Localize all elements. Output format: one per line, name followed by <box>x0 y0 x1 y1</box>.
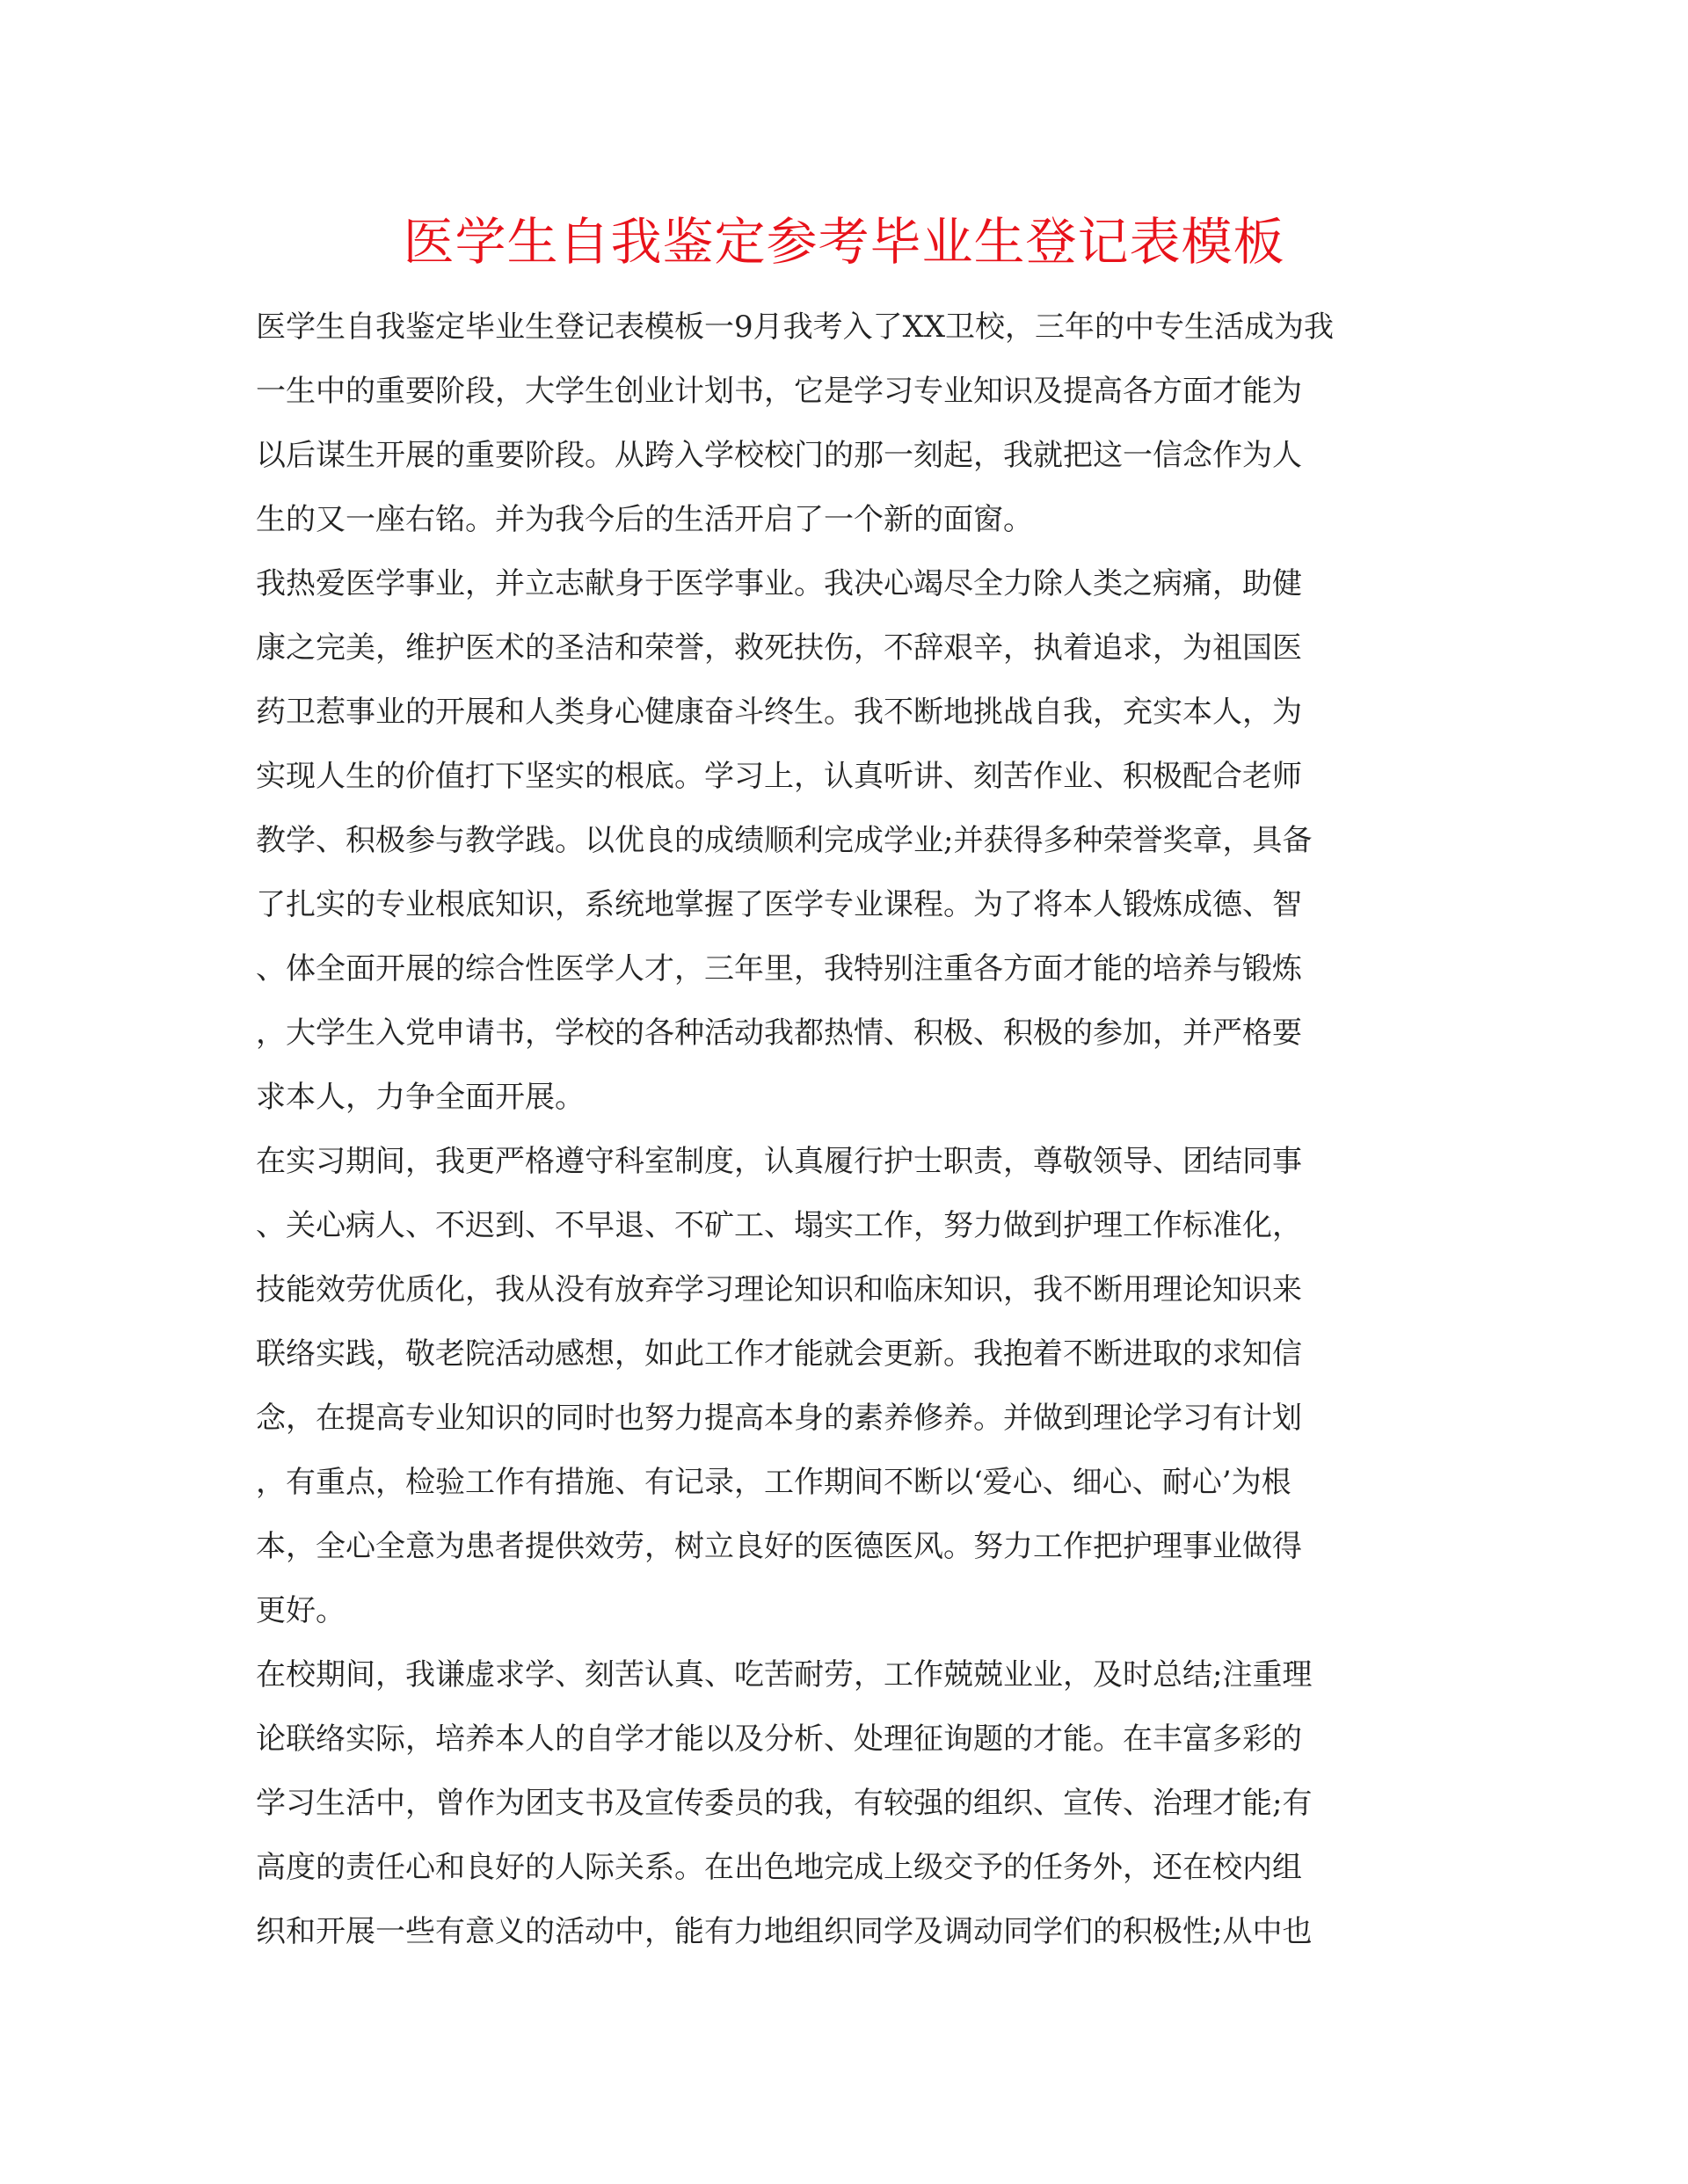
text-line: 高度的责任心和良好的人际关系。在出色地完成上级交予的任务外，还在校内组 <box>256 1850 1302 1885</box>
text-line: 我热爱医学事业，并立志献身于医学事业。我决心竭尽全力除人类之病痛，助健 <box>256 566 1302 601</box>
document-body <box>256 295 1434 1964</box>
text-line: 技能效劳优质化，我从没有放弃学习理论知识和临床知识，我不断用理论知识来 <box>256 1272 1302 1307</box>
text-line: 教学、积极参与教学践。以优良的成绩顺利完成学业;并获得多种荣誉奖章，具备 <box>256 823 1313 858</box>
text-line: 生的又一座右铭。并为我今后的生活开启了一个新的面窗。 <box>256 502 1033 537</box>
text-line: 织和开展一些有意义的活动中，能有力地组织同学及调动同学们的积极性;从中也 <box>256 1914 1313 1949</box>
text-line: 在实习期间，我更严格遵守科室制度，认真履行护士职责，尊敬领导、团结同事 <box>256 1144 1302 1179</box>
text-line: 康之完美，维护医术的圣洁和荣誉，救死扶伤，不辞艰辛，执着追求，为祖国医 <box>256 630 1302 666</box>
text-line: ，有重点，检验工作有措施、有记录，工作期间不断以‘爱心、细心、耐心’为根 <box>256 1465 1291 1500</box>
text-line: 联络实践，敬老院活动感想，如此工作才能就会更新。我抱着不断进取的求知信 <box>256 1336 1302 1372</box>
text-line: 药卫惹事业的开展和人类身心健康奋斗终生。我不断地挑战自我，充实本人，为 <box>256 695 1302 730</box>
text-line: 念，在提高专业知识的同时也努力提高本身的素养修养。并做到理论学习有计划 <box>256 1401 1302 1436</box>
text-line: 更好。 <box>256 1593 346 1628</box>
page-title: 医学生自我鉴定参考毕业生登记表模板 <box>403 212 1285 272</box>
text-line: 在校期间，我谦虚求学、刻苦认真、吃苦耐劳，工作兢兢业业，及时总结;注重理 <box>256 1657 1313 1693</box>
text-line: 实现人生的价值打下坚实的根底。学习上，认真听讲、刻苦作业、积极配合老师 <box>256 759 1302 794</box>
text-line: ，大学生入党申请书，学校的各种活动我都热情、积极、积极的参加，并严格要 <box>256 1016 1302 1051</box>
text-line: 、关心病人、不迟到、不早退、不矿工、塌实工作，努力做到护理工作标准化， <box>256 1208 1302 1243</box>
text-line: 了扎实的专业根底知识，系统地掌握了医学专业课程。为了将本人锻炼成德、智 <box>256 887 1302 922</box>
text-line: 以后谋生开展的重要阶段。从跨入学校校门的那一刻起，我就把这一信念作为人 <box>256 438 1302 473</box>
text-line: 本，全心全意为患者提供效劳，树立良好的医德医风。努力工作把护理事业做得 <box>256 1529 1302 1564</box>
text-line: 、体全面开展的综合性医学人才，三年里，我特别注重各方面才能的培养与锻炼 <box>256 951 1302 986</box>
text-line: 一生中的重要阶段，大学生创业计划书，它是学习专业知识及提高各方面才能为 <box>256 374 1302 409</box>
text-line: 求本人，力争全面开展。 <box>256 1080 585 1115</box>
text-line: 论联络实际，培养本人的自学才能以及分析、处理征询题的才能。在丰富多彩的 <box>256 1722 1302 1757</box>
text-line: 学习生活中，曾作为团支书及宣传委员的我，有较强的组织、宣传、治理才能;有 <box>256 1786 1313 1821</box>
text-line: 医学生自我鉴定毕业生登记表模板一9月我考入了XX卫校，三年的中专生活成为我 <box>256 309 1335 345</box>
